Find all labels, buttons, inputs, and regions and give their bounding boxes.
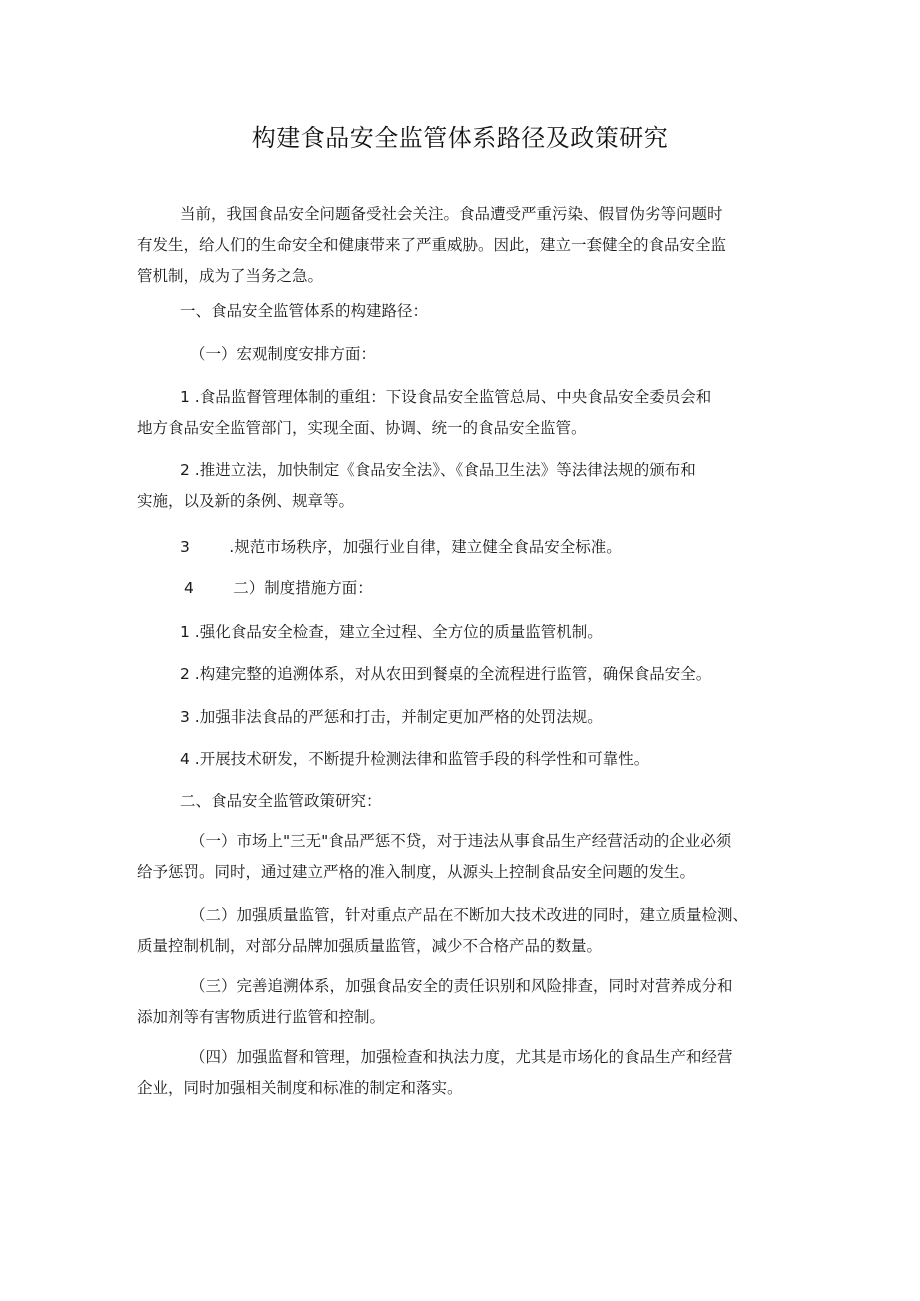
paragraph-line: 管机制，成为了当务之急。 bbox=[137, 267, 324, 285]
paragraph-line: 质量控制机制，对部分品牌加强质量监管，减少不合格产品的数量。 bbox=[137, 937, 603, 955]
list-item-2 bbox=[137, 455, 797, 517]
paragraph-line: 2 .构建完整的追溯体系，对从农田到餐桌的全流程进行监管，确保食品安全。 bbox=[180, 665, 712, 683]
paragraph-line: 实施，以及新的条例、规章等。 bbox=[137, 492, 355, 510]
paragraph-line: 当前，我国食品安全问题备受社会关注。食品遭受严重污染、假冒伪劣等问题时 bbox=[180, 205, 723, 223]
paragraph-line: 3 .规范市场秩序，加强行业自律，建立健全食品安全标准。 bbox=[180, 538, 622, 556]
list-item-1 bbox=[137, 382, 797, 444]
paragraph-line: 地方食品安全监管部门，实现全面、协调、统一的食品安全监管。 bbox=[137, 419, 587, 437]
list-item-3 bbox=[137, 702, 797, 733]
paragraph-line: （二）加强质量监管，针对重点产品在不断加大技术改进的同时，建立质量检测、 bbox=[190, 906, 749, 924]
paragraph-line: 一、食品安全监管体系的构建路径： bbox=[180, 302, 429, 320]
paragraph-line: 4 二）制度措施方面： bbox=[184, 579, 373, 597]
paragraph-line: 给予惩罚。同时，通过建立严格的准入制度，从源头上控制食品安全问题的发生。 bbox=[137, 863, 696, 881]
list-item-3 bbox=[137, 532, 797, 563]
policy-paragraph-3 bbox=[137, 971, 797, 1033]
document-title: 构建食品安全监管体系路径及政策研究 bbox=[251, 124, 669, 152]
paragraph-line: 有发生，给人们的生命安全和健康带来了严重威胁。因此，建立一套健全的食品安全监 bbox=[137, 236, 727, 254]
section-heading-1 bbox=[137, 296, 797, 327]
paragraph-line: 1 .食品监督管理体制的重组：下设食品安全监管总局、中央食品安全委员会和 bbox=[180, 388, 712, 406]
paragraph-line: 3 .加强非法食品的严惩和打击，并制定更加严格的处罚法规。 bbox=[180, 708, 603, 726]
paragraph-line: 添加剂等有害物质进行监管和控制。 bbox=[137, 1008, 386, 1026]
policy-paragraph-2 bbox=[137, 900, 797, 962]
paragraph-line: 4 .开展技术研发，不断提升检测法律和监管手段的科学性和可靠性。 bbox=[180, 750, 650, 768]
list-item-4 bbox=[137, 744, 797, 775]
list-item-1 bbox=[137, 617, 797, 648]
paragraph-line: （四）加强监督和管理，加强检查和执法力度，尤其是市场化的食品生产和经营 bbox=[190, 1048, 733, 1066]
paragraph-line: （三）完善追溯体系，加强食品安全的责任识别和风险排查，同时对营养成分和 bbox=[190, 977, 733, 995]
policy-paragraph-4 bbox=[137, 1042, 797, 1104]
paragraph-line: （一）市场上"三无"食品严惩不贷，对于违法从事食品生产经营活动的企业必须 bbox=[190, 832, 732, 850]
section-heading-2 bbox=[137, 786, 797, 817]
paragraph-intro bbox=[137, 199, 797, 292]
paragraph-line: 2 .推进立法，加快制定《食品安全法》、《食品卫生法》等法律法规的颁布和 bbox=[180, 461, 696, 479]
subsection-heading-1 bbox=[137, 339, 797, 370]
subsection-heading-2 bbox=[137, 573, 797, 604]
paragraph-line: （一）宏观制度安排方面： bbox=[190, 345, 377, 363]
list-item-2 bbox=[137, 659, 797, 690]
paragraph-line: 二、食品安全监管政策研究： bbox=[180, 792, 382, 810]
policy-paragraph-1 bbox=[137, 826, 797, 888]
paragraph-line: 1 .强化食品安全检查，建立全过程、全方位的质量监管机制。 bbox=[180, 623, 603, 641]
paragraph-line: 企业，同时加强相关制度和标准的制定和落实。 bbox=[137, 1079, 463, 1097]
